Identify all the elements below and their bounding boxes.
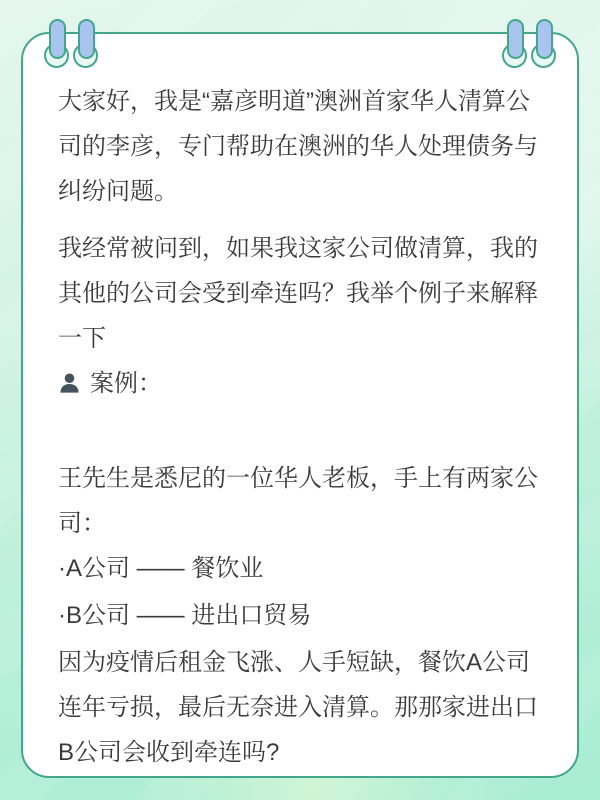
binder-ring bbox=[78, 19, 95, 59]
paragraph-question: 我经常被问到，如果我这家公司做清算，我的其他的公司会受到牵连吗？我举个例子来解释一下 bbox=[58, 235, 538, 352]
person-icon bbox=[58, 372, 81, 395]
binder-ring bbox=[49, 19, 66, 59]
note-card bbox=[21, 32, 579, 778]
binder-ring bbox=[507, 19, 524, 59]
binder-ring bbox=[536, 19, 553, 59]
case-label: 案例： bbox=[90, 370, 162, 397]
list-item-company-a: ·A公司 —— 餐饮业 bbox=[58, 555, 264, 582]
paragraph-conclusion: 因为疫情后租金飞涨、人手短缺，餐饮A公司连年亏损，最后无奈进入清算。那那家进出口B公司会收到牵连吗? bbox=[58, 649, 538, 766]
case-label-row bbox=[58, 361, 544, 406]
note-content bbox=[23, 34, 577, 775]
paragraph-case-intro: 王先生是悉尼的一位华人老板，手上有两家公司： bbox=[58, 465, 538, 537]
paragraph-intro: 大家好，我是“嘉彦明道”澳洲首家华人清算公司的李彦，专门帮助在澳洲的华人处理债务与纠纷问题。 bbox=[58, 88, 538, 205]
list-item-company-b: ·B公司 —— 进出口贸易 bbox=[58, 602, 312, 629]
